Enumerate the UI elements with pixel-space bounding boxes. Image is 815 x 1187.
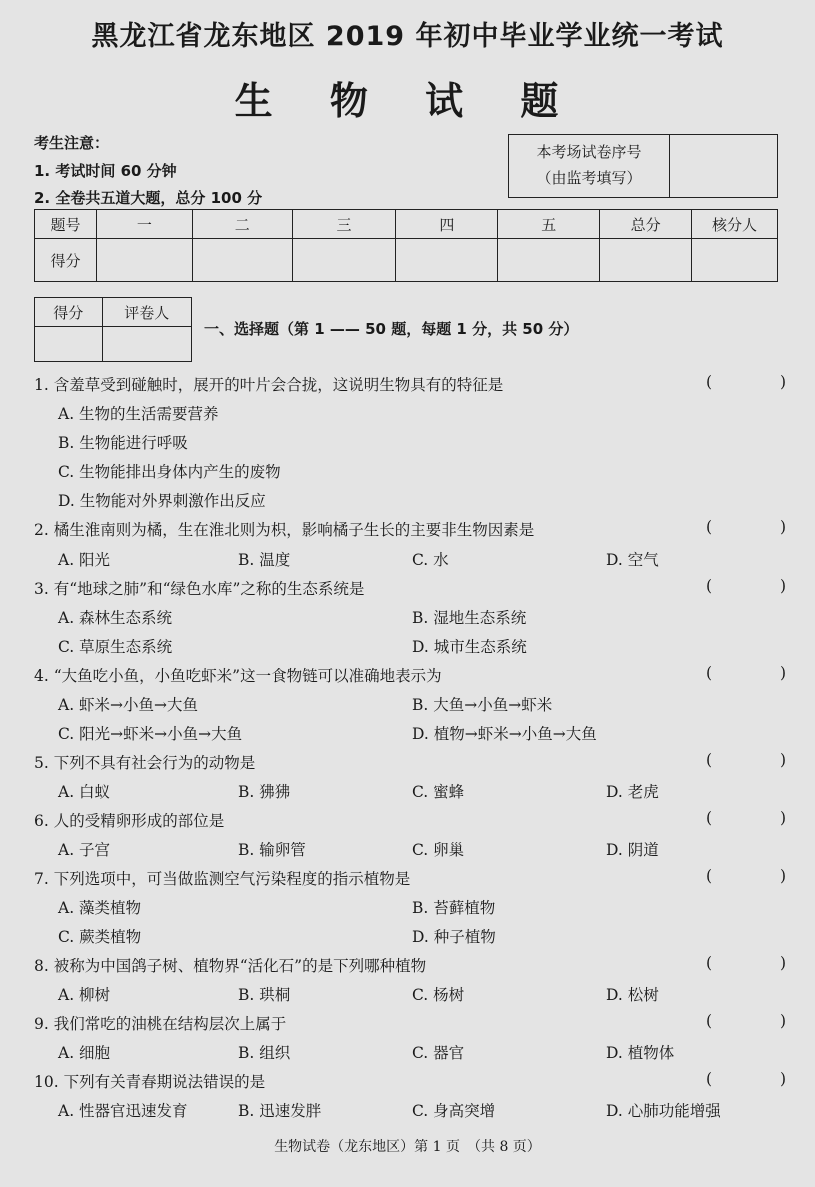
option: C. 器官 bbox=[412, 1044, 465, 1062]
score-header-cell: 总分 bbox=[600, 210, 692, 239]
option: A. 森林生态系统 bbox=[58, 609, 173, 627]
paren-close: ) bbox=[779, 809, 786, 827]
paren-open: ( bbox=[706, 809, 713, 827]
grader-table bbox=[34, 297, 192, 362]
answer-blank[interactable] bbox=[706, 577, 786, 595]
option: D. 老虎 bbox=[606, 783, 659, 801]
paren-open: ( bbox=[706, 518, 713, 536]
option: C. 阳光→虾米→小鱼→大鱼 bbox=[58, 725, 243, 743]
option: D. 生物能对外界刺激作出反应 bbox=[58, 492, 266, 510]
paren-open: ( bbox=[706, 577, 713, 595]
paren-close: ) bbox=[779, 664, 786, 682]
answer-blank[interactable] bbox=[706, 518, 786, 536]
score-row-label: 得分 bbox=[35, 239, 97, 282]
option: A. 生物的生活需要营养 bbox=[58, 405, 219, 423]
score-cell[interactable] bbox=[292, 239, 396, 282]
answer-blank[interactable] bbox=[706, 867, 786, 885]
serial-fill-cell[interactable] bbox=[670, 135, 777, 197]
exam-title: 黑龙江省龙东地区 2019 年初中毕业学业统一考试 bbox=[91, 21, 724, 52]
option: B. 珙桐 bbox=[238, 986, 291, 1004]
score-header-cell: 核分人 bbox=[692, 210, 778, 239]
option: C. 蕨类植物 bbox=[58, 928, 142, 946]
answer-blank[interactable] bbox=[706, 1070, 786, 1088]
option: C. 杨树 bbox=[412, 986, 465, 1004]
subject-title: 生 物 试 题 bbox=[234, 79, 581, 123]
section-title: 一、选择题（第 1 —— 50 题，每题 1 分，共 50 分） bbox=[204, 320, 579, 338]
score-header-cell: 五 bbox=[498, 210, 600, 239]
option: D. 松树 bbox=[606, 986, 659, 1004]
option: B. 狒狒 bbox=[238, 783, 291, 801]
question-stem: 6. 人的受精卵形成的部位是 bbox=[34, 812, 225, 830]
option: C. 卵巢 bbox=[412, 841, 465, 859]
answer-blank[interactable] bbox=[706, 954, 786, 972]
option: D. 种子植物 bbox=[412, 928, 496, 946]
paren-open: ( bbox=[706, 1012, 713, 1030]
question-stem: 3. 有“地球之肺”和“绿色水库”之称的生态系统是 bbox=[34, 580, 365, 598]
score-cell[interactable] bbox=[498, 239, 600, 282]
option: D. 城市生态系统 bbox=[412, 638, 527, 656]
score-cell[interactable] bbox=[96, 239, 192, 282]
paren-close: ) bbox=[779, 1012, 786, 1030]
notice-item: 2. 全卷共五道大题，总分 100 分 bbox=[34, 189, 263, 207]
paren-close: ) bbox=[779, 1070, 786, 1088]
answer-blank[interactable] bbox=[706, 373, 786, 391]
score-header-cell: 三 bbox=[292, 210, 396, 239]
score-table bbox=[34, 209, 778, 282]
option: C. 生物能排出身体内产生的废物 bbox=[58, 463, 281, 481]
option: D. 植物体 bbox=[606, 1044, 675, 1062]
score-header-cell: 二 bbox=[192, 210, 292, 239]
paren-open: ( bbox=[706, 664, 713, 682]
paren-close: ) bbox=[779, 954, 786, 972]
score-cell[interactable] bbox=[396, 239, 498, 282]
option: D. 心肺功能增强 bbox=[606, 1102, 721, 1120]
paren-open: ( bbox=[706, 954, 713, 972]
paren-open: ( bbox=[706, 751, 713, 769]
notice-item: 1. 考试时间 60 分钟 bbox=[34, 162, 177, 180]
score-cell[interactable] bbox=[692, 239, 778, 282]
paren-close: ) bbox=[779, 867, 786, 885]
serial-number-box bbox=[508, 134, 778, 198]
option: A. 阳光 bbox=[58, 551, 111, 569]
option: D. 植物→虾米→小鱼→大鱼 bbox=[412, 725, 597, 743]
question-stem: 1. 含羞草受到碰触时，展开的叶片会合拢，这说明生物具有的特征是 bbox=[34, 376, 504, 394]
score-header-cell: 四 bbox=[396, 210, 498, 239]
serial-label-line1: 本考场试卷序号 bbox=[536, 143, 642, 161]
score-cell[interactable] bbox=[192, 239, 292, 282]
answer-blank[interactable] bbox=[706, 809, 786, 827]
question-stem: 2. 橘生淮南则为橘，生在淮北则为枳，影响橘子生长的主要非生物因素是 bbox=[34, 521, 535, 539]
notice-title: 考生注意： bbox=[34, 134, 110, 152]
score-header-cell: 一 bbox=[96, 210, 192, 239]
option: A. 柳树 bbox=[58, 986, 111, 1004]
answer-blank[interactable] bbox=[706, 751, 786, 769]
option: C. 草原生态系统 bbox=[58, 638, 173, 656]
serial-label-line2: （由监考填写） bbox=[536, 169, 642, 187]
option: A. 藻类植物 bbox=[58, 899, 142, 917]
question-stem: 9. 我们常吃的油桃在结构层次上属于 bbox=[34, 1015, 287, 1033]
option: B. 组织 bbox=[238, 1044, 291, 1062]
grader-score-cell[interactable] bbox=[35, 327, 103, 362]
option: B. 大鱼→小鱼→虾米 bbox=[412, 696, 553, 714]
answer-blank[interactable] bbox=[706, 664, 786, 682]
paren-open: ( bbox=[706, 373, 713, 391]
paren-close: ) bbox=[779, 751, 786, 769]
option: B. 苔藓植物 bbox=[412, 899, 496, 917]
paren-close: ) bbox=[779, 577, 786, 595]
option: B. 迅速发胖 bbox=[238, 1102, 322, 1120]
option: A. 子宫 bbox=[58, 841, 111, 859]
option: A. 白蚁 bbox=[58, 783, 111, 801]
option: C. 身高突增 bbox=[412, 1102, 496, 1120]
question-stem: 7. 下列选项中，可当做监测空气污染程度的指示植物是 bbox=[34, 870, 411, 888]
paren-open: ( bbox=[706, 867, 713, 885]
option: D. 阴道 bbox=[606, 841, 659, 859]
answer-blank[interactable] bbox=[706, 1012, 786, 1030]
option: D. 空气 bbox=[606, 551, 659, 569]
option: B. 湿地生态系统 bbox=[412, 609, 527, 627]
paren-open: ( bbox=[706, 1070, 713, 1088]
grader-name-cell[interactable] bbox=[102, 327, 191, 362]
question-stem: 5. 下列不具有社会行为的动物是 bbox=[34, 754, 256, 772]
score-header-cell: 题号 bbox=[35, 210, 97, 239]
paren-close: ) bbox=[779, 518, 786, 536]
question-stem: 4. “大鱼吃小鱼，小鱼吃虾米”这一食物链可以准确地表示为 bbox=[34, 667, 442, 685]
paren-close: ) bbox=[779, 373, 786, 391]
question-stem: 10. 下列有关青春期说法错误的是 bbox=[34, 1073, 266, 1091]
option: B. 输卵管 bbox=[238, 841, 306, 859]
option: A. 细胞 bbox=[58, 1044, 111, 1062]
grader-score-header: 得分 bbox=[35, 298, 103, 327]
option: B. 温度 bbox=[238, 551, 291, 569]
page-footer: 生物试卷（龙东地区）第 1 页 （共 8 页） bbox=[274, 1139, 541, 1155]
option: B. 生物能进行呼吸 bbox=[58, 434, 188, 452]
serial-label bbox=[509, 135, 670, 197]
option: C. 蜜蜂 bbox=[412, 783, 465, 801]
grader-name-header: 评卷人 bbox=[102, 298, 191, 327]
option: A. 性器官迅速发育 bbox=[58, 1102, 188, 1120]
score-cell[interactable] bbox=[600, 239, 692, 282]
option: A. 虾米→小鱼→大鱼 bbox=[58, 696, 199, 714]
option: C. 水 bbox=[412, 551, 449, 569]
question-stem: 8. 被称为中国鸽子树、植物界“活化石”的是下列哪种植物 bbox=[34, 957, 427, 975]
